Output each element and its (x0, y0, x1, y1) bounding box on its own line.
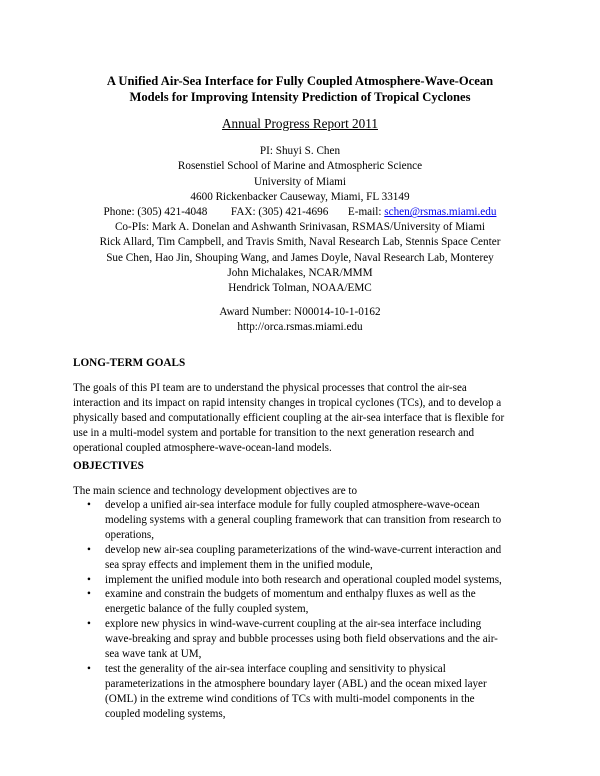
paragraph-line: The main science and technology development objectives are to (73, 485, 358, 497)
list-item-line: develop new air-sea coupling parameterizations of the wind-wave-current interaction and (105, 543, 502, 556)
copi-line: Co-PIs: Mark A. Donelan and Ashwanth Srinivasan, RSMAS/University of Miami (114, 221, 486, 233)
copi-line: Sue Chen, Hao Jin, Shouping Wang, and James Doyle, Naval Research Lab, Monterey (106, 251, 494, 264)
bullet-icon: • (87, 662, 91, 675)
list-item-line: energetic balance of the fully coupled system, (105, 603, 309, 616)
list-item-line: wave-breaking and spray and bubble processes using both field observations and the air- (105, 633, 498, 646)
pi-fax: FAX: (305) 421-4696 (230, 206, 329, 219)
pi-info-block (40, 144, 560, 220)
bullet-icon: • (87, 573, 91, 586)
copi-line: Rick Allard, Tim Campbell, and Travis Smith, Naval Research Lab, Stennis Space Center (99, 236, 501, 249)
paragraph-line: interaction and its impact on rapid intensity changes in tropical cyclones (TCs), and to develop a (73, 397, 502, 410)
list-item (83, 543, 553, 573)
objectives-list (83, 498, 553, 722)
list-item (83, 617, 553, 662)
list-item-line: modeling systems with a general coupling framework that can transition from research to (105, 513, 502, 526)
list-item-line: coupled modeling systems, (105, 707, 226, 720)
pi-contact-line (40, 205, 560, 220)
pi-email-label: E-mail: (347, 206, 382, 219)
list-item-line: operations, (105, 528, 154, 541)
long-term-goals-heading: LONG-TERM GOALS (73, 357, 186, 369)
paragraph-line: use in a multi-model system and portable for transition to the next generation research and (73, 427, 475, 440)
bullet-icon: • (87, 543, 91, 556)
list-item-line: (OML) in the extreme wind conditions of TCs with multi-model components in the (105, 692, 475, 705)
list-item (83, 573, 553, 588)
long-term-goals-paragraph (73, 381, 533, 456)
copi-line: John Michalakes, NCAR/MMM (227, 266, 373, 279)
pi-email-link[interactable]: schen@rsmas.miami.edu (384, 206, 497, 219)
objectives-heading: OBJECTIVES (73, 460, 144, 472)
list-item-line: parameterizations in the atmosphere boundary layer (ABL) and the ocean mixed layer (105, 677, 487, 690)
list-item-line: test the generality of the air-sea interface coupling and sensitivity to physical (105, 662, 446, 675)
list-item-line: sea wave tank at UM, (105, 648, 202, 661)
list-item-line: develop a unified air-sea interface module for fully coupled atmosphere-wave-ocean (105, 499, 480, 511)
pi-university: University of Miami (254, 175, 346, 188)
copis-block (40, 220, 560, 296)
paragraph-line: physically based and computationally efficient coupling at the air-sea interface that is flexible for (73, 412, 505, 425)
title-line: A Unified Air-Sea Interface for Fully Coupled Atmosphere-Wave-Ocean (106, 74, 494, 88)
award-url[interactable]: http://orca.rsmas.miami.edu (237, 321, 363, 334)
bullet-icon: • (87, 618, 91, 631)
list-item-line: implement the unified module into both research and operational coupled model systems, (105, 573, 502, 586)
list-item (83, 498, 553, 543)
pi-school: Rosenstiel School of Marine and Atmospheric Science (177, 160, 423, 173)
list-item-line: explore new physics in wind-wave-current coupling at the air-sea interface including (105, 618, 482, 631)
paragraph-line: The goals of this PI team are to understand the physical processes that control the air-sea (73, 382, 467, 394)
list-item-line: examine and constrain the budgets of momentum and enthalpy fluxes as well as the (105, 588, 476, 601)
objectives-intro (73, 484, 533, 499)
bullet-icon: • (87, 499, 91, 511)
pi-phone: Phone: (305) 421-4048 (103, 206, 208, 219)
report-subtitle: Annual Progress Report 2011 (222, 116, 378, 131)
pi-address: 4600 Rickenbacker Causeway, Miami, FL 33149 (190, 190, 410, 203)
title-line: Models for Improving Intensity Prediction of Tropical Cyclones (129, 90, 471, 104)
list-item (83, 587, 553, 617)
pi-name: PI: Shuyi S. Chen (259, 145, 341, 157)
award-block (40, 305, 560, 336)
copi-line: Hendrick Tolman, NOAA/EMC (228, 282, 372, 295)
award-number: Award Number: N00014-10-1-0162 (219, 306, 381, 318)
list-item-line: sea spray effects and implement them in the unified module, (105, 558, 373, 571)
list-item (83, 662, 553, 722)
bullet-icon: • (87, 588, 91, 601)
document-title (40, 73, 560, 105)
paragraph-line: operational coupled atmosphere-wave-ocean-land models. (73, 442, 332, 455)
